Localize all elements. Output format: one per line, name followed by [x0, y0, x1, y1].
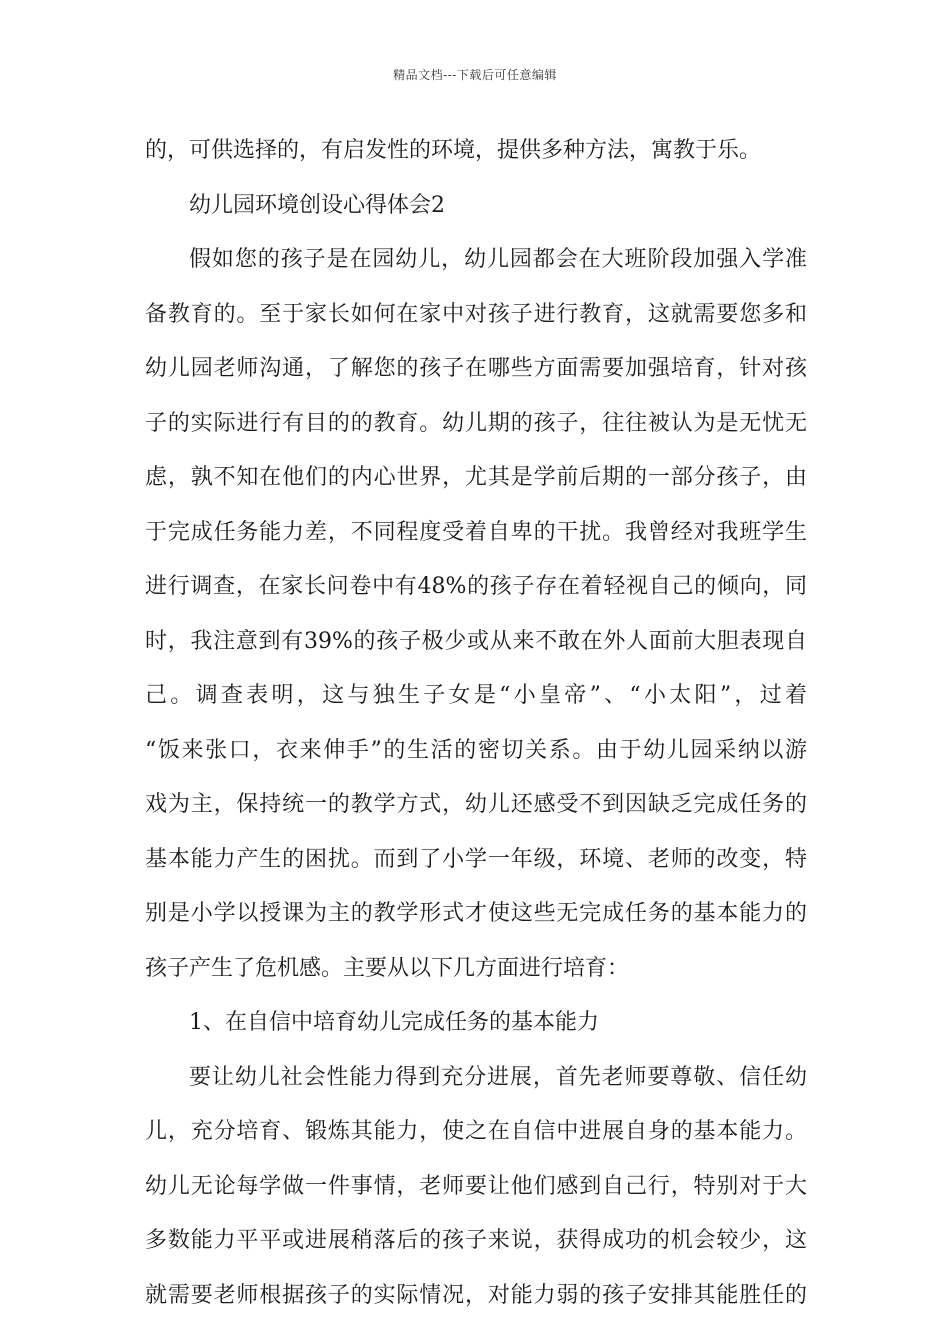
text-line: 虑，孰不知在他们的内心世界，尤其是学前后期的一部分孩子，由 — [145, 465, 807, 490]
section-heading: 1、在自信中培育幼儿完成任务的基本能力 — [189, 1010, 599, 1035]
text-line: 幼儿无论每学做一件事情，老师要让他们感到自己行，特别对于大 — [145, 1173, 807, 1199]
text-line: 幼儿园老师沟通，了解您的孩子在哪些方面需要加强培育，针对孩 — [145, 356, 807, 381]
text-line: 多数能力平平或进展稍落后的孩子来说，获得成功的机会较少，这 — [145, 1228, 807, 1253]
body-text — [145, 131, 807, 1330]
text-line: 基本能力产生的困扰。而到了小学一年级，环境、老师的改变，特 — [145, 846, 807, 872]
text-line: “饭来张口，衣来伸手”的生活的密切关系。由于幼儿园采纳以游 — [145, 737, 807, 763]
text-line: 进行调查，在家长问卷中有48%的孩子存在着轻视自己的倾向，同 — [145, 574, 807, 599]
text-line: 己。调查表明，这与独生子女是“小皇帝”、“小太阳”，过着 — [145, 683, 807, 708]
text-line: 的，可供选择的，有启发性的环境，提供多种方法，寓教于乐。 — [145, 138, 762, 163]
text-line: 假如您的孩子是在园幼儿，幼儿园都会在大班阶段加强入学准 — [189, 247, 807, 272]
text-line: 备教育的。至于家长如何在家中对孩子进行教育，这就需要您多和 — [145, 301, 807, 327]
text-line: 儿，充分培育、锻炼其能力，使之在自信中进展自身的基本能力。 — [145, 1119, 807, 1144]
text-line: 别是小学以授课为主的教学形式才使这些无完成任务的基本能力的 — [145, 901, 807, 926]
text-line: 戏为主，保持统一的教学方式，幼儿还感受不到因缺乏完成任务的 — [145, 792, 807, 817]
page-header: 精品文档---下载后可任意编辑 — [393, 68, 557, 82]
section-heading: 幼儿园环境创设心得体会2 — [189, 192, 445, 218]
text-line: 于完成任务能力差，不同程度受着自卑的干扰。我曾经对我班学生 — [145, 519, 807, 545]
text-line: 子的实际进行有目的的教育。幼儿期的孩子，往往被认为是无忧无 — [145, 410, 807, 436]
text-line: 要让幼儿社会性能力得到充分进展，首先老师要尊敬、信任幼 — [189, 1064, 807, 1090]
text-line: 孩子产生了危机感。主要从以下几方面进行培育： — [145, 955, 630, 981]
text-line: 就需要老师根据孩子的实际情况，对能力弱的孩子安排其能胜任的 — [145, 1282, 807, 1308]
text-line: 时，我注意到有39%的孩子极少或从来不敢在外人面前大胆表现自 — [145, 628, 807, 654]
